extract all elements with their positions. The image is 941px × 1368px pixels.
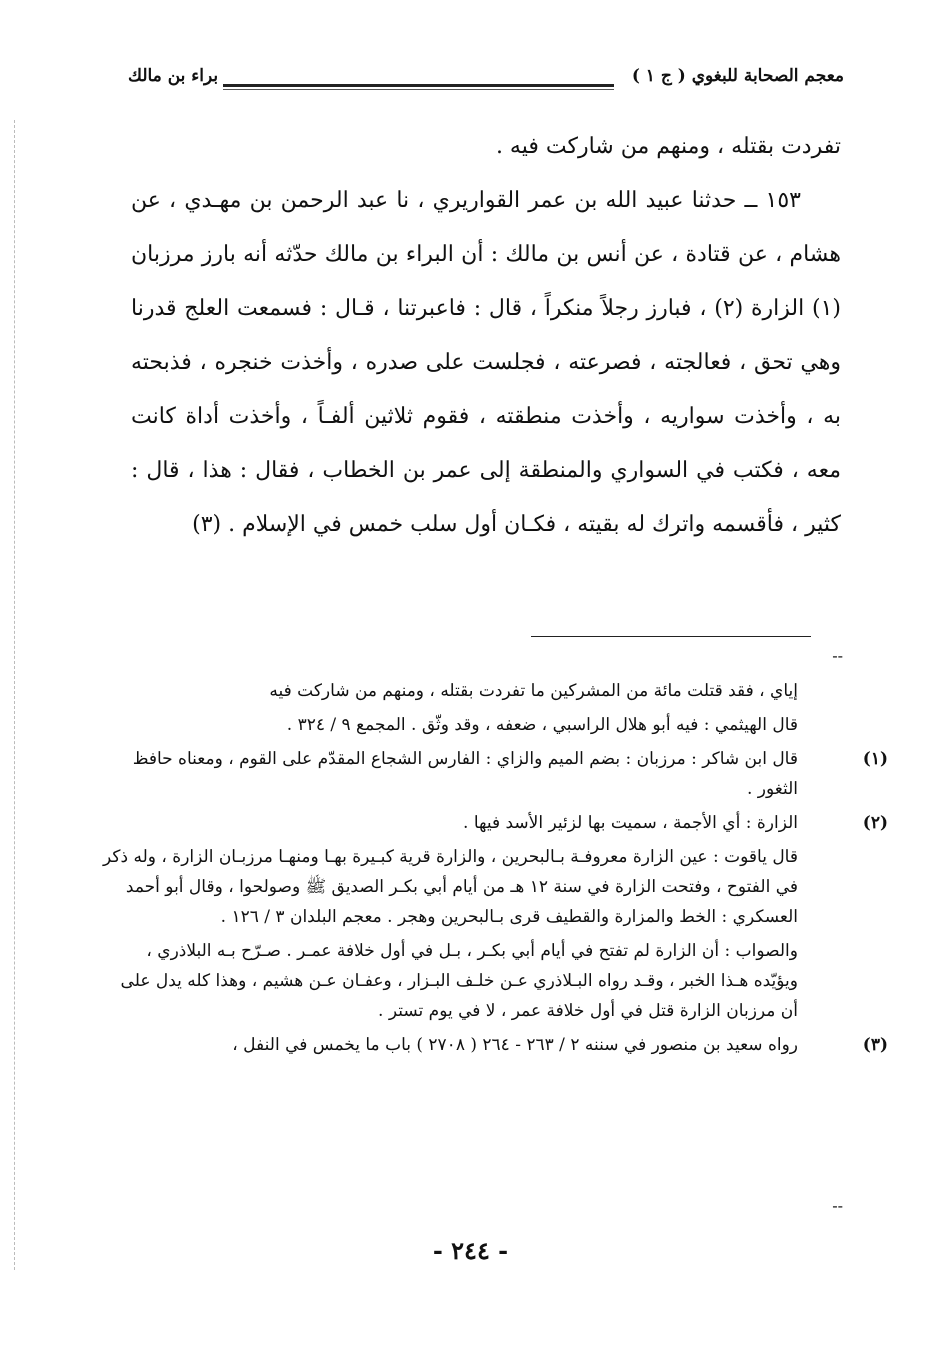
hadith-paragraph: ١٥٣ ــ حدثنا عبيد الله بن عمر القواريري ، نا عبد الرحمن بن مهـدي ، عن هشام ، عن قتادة ، عن أنس بن مالك : أن البراء بن مالك حدّثه أنه بارز مرزبان (١) الزارة (٢) ، فبارز رجلاً منكراً ، قال : فاعبرتنا ، قـال : فسمعت العلج قدرنا وهي تحق ، فعالجته ، فصرعته ، فجلست على صدره ، وأخذت خنجره ، فذبحته به ، وأخذت سواريه ، وأخذت منطقته ، فقوم ثلاثين ألفـاً ، وأخذت أداة كانت معه ، فكتب في السواري والمنطقة إلى عمر بن الخطاب ، فقال : هذا ، قال : كثير ، فأقسمه واترك له بقيته ، فكـان أول سلب خمس في الإسلام . (٣): [131, 188, 841, 537]
body-line-1: تفردت بقتله ، ومنهم من شاركت فيه .: [495, 134, 841, 159]
scan-margin-dots: [14, 120, 21, 1270]
footnote-1-number: (١): [862, 749, 888, 769]
footnote-2-paragraph-c: والصواب : أن الزارة لم تفتح في أيام أبي بكـر ، بـل في أول خلافة عمـر . صـرّح بـه البلاذري ، ويؤيّده هـذا الخبر ، وقـد رواه البـلاذري عـن خلـف البـزار ، وعفـان عـن هشيم ، وهذا كله يدل على أن مرزبان الزارة قتل في أول خلافة عمر ، لا في يوم تستر .: [120, 941, 798, 1021]
footnote-2-paragraph-b: قال ياقوت : عين الزارة معروفـة بـالبحرين ، والزارة قرية كبـيرة بهـا ومنهـا مرزبـان الزارة ، وله ذكر في الفتوح ، وفتحت الزارة في سنة ١٢ هـ من أيام أبي بكـر الصديق ﷺ وصولحوا ، وقال أبو أحمد العسكري : الخط والمزارة والقطيف قرى بـالبحرين وهجر . معجم البلدان ٣ / ١٢٦ .: [103, 847, 798, 927]
footnote-3: [101, 1030, 888, 1060]
header-rule: [223, 84, 614, 87]
footnote-end-mark: --: [832, 1196, 843, 1215]
footnote-separator-mark: --: [832, 646, 843, 665]
header-rule-thin: [223, 89, 614, 90]
footnotes: [101, 676, 888, 1064]
footnote-1: [101, 744, 888, 804]
footnote-continuation-2: قال الهيثمي : فيه أبو هلال الراسبي ، ضعفه ، وقد وثّق . المجمع ٩ / ٣٢٤ .: [286, 715, 798, 735]
running-header: [128, 66, 844, 96]
main-text: [131, 120, 841, 552]
footnote-3-text: رواه سعيد بن منصور في سننه ٢ / ٢٦٣ - ٢٦٤ ( ٢٧٠٨ ) باب ما يخمس في النفل ،: [232, 1035, 798, 1055]
footnote-1-text: قال ابن شاكر : مرزبان : بضم الميم والزاي : الفارس الشجاع المقدّم على القوم ، ومعناه حافظ الثغور .: [132, 749, 798, 799]
footnote-2-text-a: الزارة : أي الأجمة ، سميت بها لزئير الأسد فيها .: [463, 813, 798, 833]
footnote-2-number: (٢): [862, 813, 888, 833]
book-title: معجم الصحابة للبغوي ( ج ١ ): [631, 66, 844, 86]
page-number: - ٢٤٤ -: [432, 1236, 509, 1265]
entry-title: براء بن مالك: [128, 66, 219, 86]
footnote-2: [101, 808, 888, 838]
footnote-3-number: (٣): [862, 1035, 888, 1055]
footnote-separator: [531, 636, 811, 637]
footnote-continuation-1: إياي ، فقد قتلت مائة من المشركين ما تفردت بقتله ، ومنهم من شاركت فيه: [269, 681, 798, 701]
